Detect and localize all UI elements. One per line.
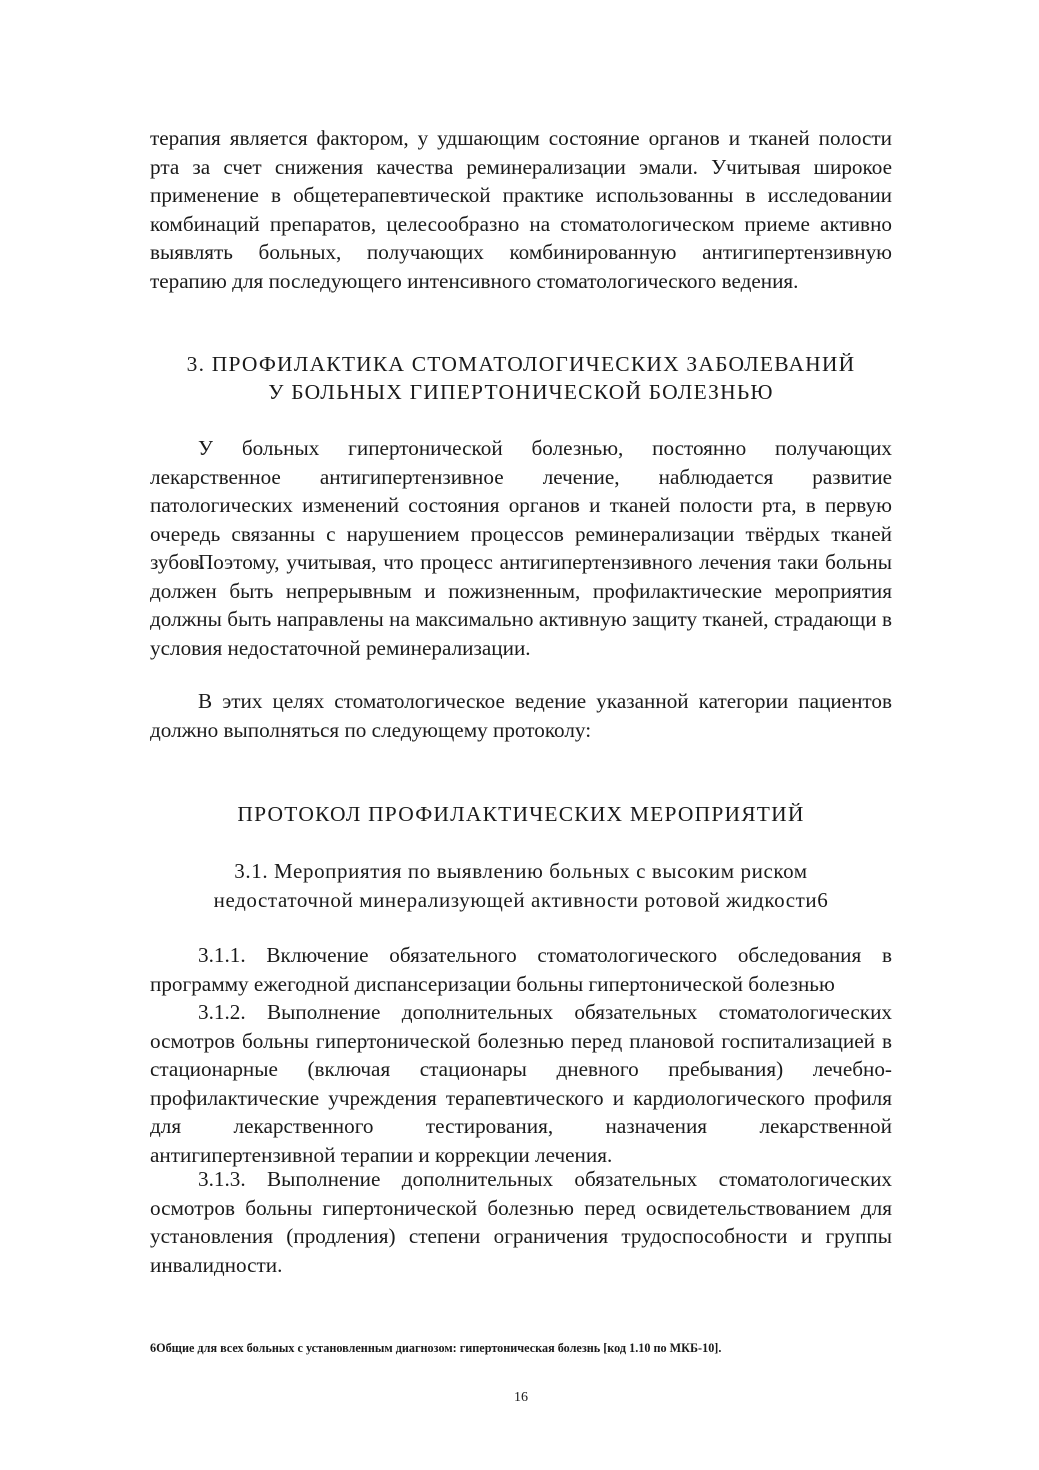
subsection-title-line-1: 3.1. Мероприятия по выявлению больных с высоким риском	[234, 859, 808, 883]
protocol-title: ПРОТОКОЛ ПРОФИЛАКТИЧЕСКИХ МЕРОПРИЯТИЙ	[237, 802, 805, 826]
paragraph-1: У больных гипертонической болезнью, постоянно получающих лекарственное антигипертензивное лечение, наблюдается развитие патологических изменений состояния органов и тканей полости рта, в первую очередь связанны с нарушением процессов реминерализации твёрдых тканей зубов.	[150, 436, 892, 575]
subsection-title-line-2: недостаточной минерализующей активности ротовой жидкости6	[213, 888, 829, 912]
footnote: 6Общие для всех больных с установленным диагнозом: гипертоническая болезнь [код 1.10 по МКБ-10].	[150, 1341, 722, 1355]
item-3-1-1: 3.1.1. Включение обязательного стоматологического обследования в программу ежегодной диспансеризации больны гипертонической болезнью	[150, 943, 892, 996]
item-3-1-2: 3.1.2. Выполнение дополнительных обязательных стоматологических осмотров больны гипертонической болезнью перед плановой госпитализацией в стационарные (включая стационары дневного пребывания) лечебно-профилактические учреждения терапевтического и кардиологического профиля для лекарственного тестирования, назначения лекарственной антигипертензивной терапии и коррекции лечения.	[150, 1000, 892, 1167]
paragraph-2: Поэтому, учитывая, что процесс антигипертензивного лечения таки больны должен быть непрерывным и пожизненным, профилактические мероприятия должны быть направлены на максимально активную защиту тканей, страдающи в условия недостаточной реминерализации.	[150, 550, 892, 660]
paragraph-3: В этих целях стоматологическое ведение указанной категории пациентов должно выполняться по следующему протоколу:	[150, 689, 892, 742]
document-page	[150, 0, 892, 1470]
intro-paragraph: терапия является фактором, у удшающим состояние органов и тканей полости рта за счет снижения качества реминерализации эмали. Учитывая широкое применение в общетерапевтической практике использованны в исследовании комбинаций препаратов, целесообразно на стоматологическом приеме активно выявлять больных, получающих комбинированную антигипертензивную терапию для последующего интенсивного стоматологического ведения.	[150, 126, 892, 293]
section-title-line-1: 3. ПРОФИЛАКТИКА СТОМАТОЛОГИЧЕСКИХ ЗАБОЛЕВАНИЙ	[186, 352, 856, 376]
item-3-1-3: 3.1.3. Выполнение дополнительных обязательных стоматологических осмотров больны гипертонической болезнью перед освидетельствованием для установления (продления) степени ограничения трудоспособности и группы инвалидности.	[150, 1167, 892, 1277]
page-number: 16	[514, 1390, 528, 1405]
section-title-line-2: У БОЛЬНЫХ ГИПЕРТОНИЧЕСКОЙ БОЛЕЗНЬЮ	[268, 380, 774, 404]
